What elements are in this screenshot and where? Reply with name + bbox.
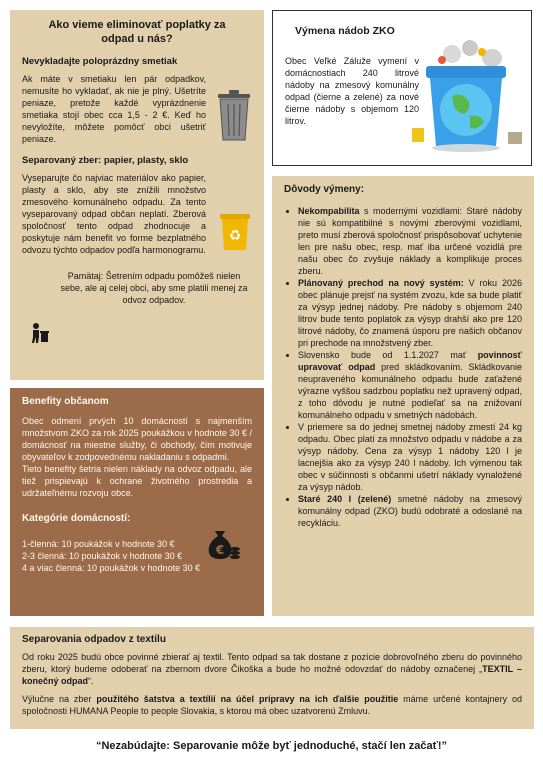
textile-text-2: Výlučne na zber použitého šatstva a textílií na účel prípravy na ich ďalšie použitie máme určené kontajnery od spoločnosti HUMANA People to people Slovakia, s ktorou má obec uzatvorenú Zmluvu. (22, 694, 523, 716)
reminder-text: Pamätaj: Šetrením odpadu pomôžeš nielen sebe, ale aj celej obci, aby sme platili menej za odvoz odpadov. (60, 271, 248, 305)
separation-title: Separovaný zber: papier, plasty, sklo (22, 155, 189, 166)
reasons-title: Dôvody výmeny: (284, 184, 365, 195)
textile-title: Separovania odpadov z textilu (22, 634, 166, 645)
elimination-title: Ako vieme eliminovať poplatky za odpad u nás? (48, 19, 226, 45)
benefits-panel (10, 388, 264, 616)
footer-slogan: “Nezabúdajte: Separovanie môže byť jednoduché, stačí len začať!” (95, 740, 448, 752)
textile-text: Od roku 2025 budú obce povinné zbierať aj textil. Tento odpad sa tak dostane z pozície dobrovoľného zberu do povinného zberu, ktorý budeme odoberať na zbernom dvore Čikoška a bude ho možné odovzdať do nádoby označenej „TEXTIL – konečný odpad“. (22, 652, 522, 686)
recycling-bin-icon (218, 212, 252, 252)
category-item: 2-3 členná: 10 poukážok v hodnote 30 € (22, 551, 183, 561)
category-item: 1-členná: 10 poukážok v hodnote 30 € (22, 539, 175, 549)
money-bag-icon (205, 527, 241, 561)
half-empty-bin-title: Nevykladajte poloprázdny smetiak (22, 56, 178, 67)
reason-item: • Plánovaný prechod na nový systém: V roku 2026 obec plánuje prejsť na systém zvozu, kde sa bude platiť za výsyp jednej nádoby. Pre nádoby s objemom 240 litrov bude tento poplatok za výsyp drahší ako pre 120 litrové nádoby, čo znamená úsporu pre našich občanov pri prechode na množstvený zber. (298, 277, 522, 349)
reason-item: • Nekompabilita s modernými vozidlami: Staré nádoby nie sú kompatibilné s novými zberovými vozidlami, preto musí zberová spoločnosť prispôsobovať uchytenie len pre našu obec, resp. mať iba určené vozidlá pre našu obec čo zvyšuje náklady a komplikuje proces zberu. (298, 205, 522, 277)
person-recycling-icon (30, 322, 50, 344)
reasons-list (284, 205, 522, 529)
category-item: 4 a viac členná: 10 poukážok v hodnote 30 € (22, 563, 201, 573)
svg-text:€: € (215, 543, 225, 557)
reason-item: • V priemere sa do jednej smetnej nádoby zmestí 24 kg odpadu. Obec platí za množstvo odpadu v nádobe a za výsyp nádoby. Cena za výsyp 1 nádoby 120 l je lacnejšia ako za výsyp 240 l nádoby. Ich výmenou tak obec v súčinnosti s občanmi ušetrí náklady vynaložené za výsyp nádob. (298, 421, 522, 493)
benefits-text-2: Tieto benefity šetria nielen náklady na odvoz odpadu, ale tiež prispievajú k ochrane životného prostredia a udržateľnému rozvoju obce. (22, 464, 252, 498)
benefits-text: Obec odmení prvých 10 domácností s najmenším množstvom ZKO za rok 2025 poukážkou v hodnote 30 € / domácnosť na miestne služby, či obchody, čím motivuje obyvateľov k zodpovednému nakladaniu s odpadmi. (22, 416, 252, 462)
textile-panel (10, 627, 534, 729)
globe-waste-illustration (412, 36, 524, 154)
trash-can-icon (214, 88, 254, 142)
reason-item: • Slovensko bude od 1.1.2027 mať povinnosť upravovať odpad pred skládkovaním. Skládkovanie neupraveného komunálneho odpadu bude zaťažené výrazne vyššou sadzbou poplatku než upravený odpad, z toho dôvodu je nutné podieľať sa na znižovaní komunálneho odpadu v smetných nádobách. (298, 349, 522, 421)
benefits-title: Benefity občanom (22, 396, 109, 407)
reasons-panel (272, 176, 534, 616)
categories-title: Kategórie domácností: (22, 513, 131, 524)
separation-text: Vyseparujte čo najviac materiálov ako papier, plasty a sklo, aby ste znížili množstvo zmesového komunálneho odpadu. Za tento vyseparovaný odpad občan neplatí. Zberová spoločnosť tento odpad zhodnocuje a poskytuje nám benefit vo forme bezplatného odvozu týchto odpadov podľa harmonogramu. (22, 173, 206, 255)
reason-item: • Staré 240 l (zelené) smetné nádoby na zmesový komunálny odpad (ZKO) budú odobraté a odoslané na recykláciu. (298, 493, 522, 529)
svg-text:♻: ♻ (228, 228, 242, 244)
bin-exchange-text: Obec Veľké Záluže vymení v domácnostiach 240 litrové nádoby na zmesový komunálny odpad (čierne a zelené) za nové čierne nádoby s objemom 120 litrov. (285, 56, 419, 126)
bin-exchange-title: Výmena nádob ZKO (295, 25, 395, 37)
half-empty-bin-text: Ak máte v smetiaku len pár odpadkov, nemusíte ho vykladať, ak nie je plný. Ušetríte peniaze, pretože každé vyprázdnenie smetiaka stojí obec cca 1,5 - 2 €. Keď ho nevyložíte, môžete pomôcť obci ušetriť peniaze. (22, 74, 206, 144)
